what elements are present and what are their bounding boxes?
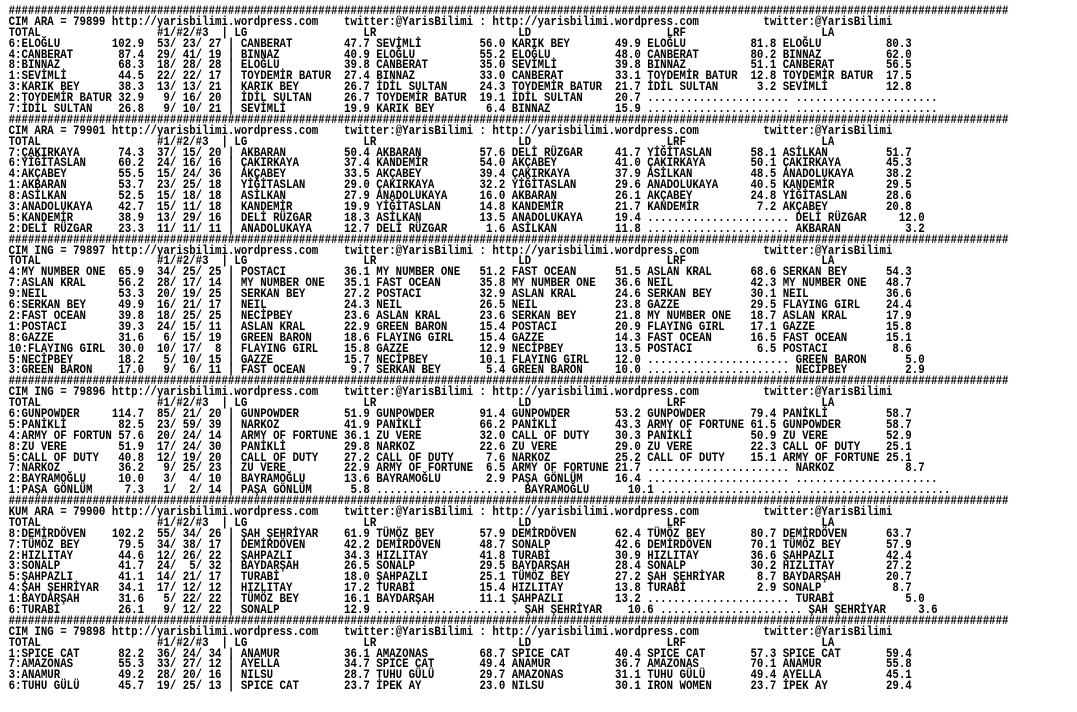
column-header: TOTAL #1/#2/#3 | LG LR LD LRF LA — [8, 635, 835, 650]
result-row: 1:AKBARAN 53.7 23/ 25/ 18 | YİĞİTASLAN 29.0 ÇAKIRKAYA 32.2 YİĞİTASLAN 29.6 ANADOLUKAYA 40.5 KANDEMİR 29.5 — [8, 178, 912, 193]
result-row: 2:BAYRAMOĞLU 10.0 3/ 4/ 10 | BAYRAMOĞLU 13.6 BAYRAMOĞLU 2.9 PAŞA GÖNLÜM 16.4 ...................... ...................... — [8, 472, 938, 487]
result-row: 3:GREEN BARON 17.0 9/ 6/ 11 | FAST OCEAN 9.7 SERKAN BEY 5.4 GREEN BARON 10.0 ...................... NECİPBEY 2.9 — [8, 363, 925, 378]
separator-line: ########################################################################################################################################################### — [8, 4, 1009, 18]
result-row: 8:DEMİRDÖVEN 102.2 55/ 34/ 26 | ŞAH ŞEHRİYAR 61.9 TÜMÖZ BEY 57.9 DEMİRDÖVEN 62.4 TÜMÖZ BEY 80.7 DEMİRDÖVEN 63.7 — [8, 526, 912, 541]
column-header: TOTAL #1/#2/#3 | LG LR LD LRF LA — [8, 515, 835, 530]
race-section — [8, 613, 1009, 694]
race-header: CIM ARA = 79899 http://yarisbilimi.wordpress.com twitter:@YarisBilimi : http://yarisbilimi.wordpress.com twitter:@YarisBilimi — [8, 14, 893, 29]
result-row: 6:GUNPOWDER 114.7 85/ 21/ 20 | GUNPOWDER 51.9 GUNPOWDER 91.4 GUNPOWDER 53.2 GUNPOWDER 79.4 PANİKLİ 58.7 — [8, 406, 912, 421]
race-section — [8, 494, 1009, 617]
separator-line: ########################################################################################################################################################### — [8, 112, 1009, 127]
result-row: 8:ASİLKAN 52.5 15/ 18/ 18 | ASİLKAN 27.9 ANADOLUKAYA 16.0 AKBARAN 26.1 AKÇABEY 24.8 YİĞİTASLAN 28.6 — [8, 189, 912, 204]
result-row: 8:BINNAZ 68.3 18/ 28/ 28 | ELOĞLU 39.8 CANBERAT 35.0 SEVİMLİ 39.8 BINNAZ 51.1 CANBERAT 56.5 — [8, 58, 912, 73]
race-header: CIM ING = 79897 http://yarisbilimi.wordpress.com twitter:@YarisBilimi : http://yarisbilimi.wordpress.com twitter:@YarisBilimi — [8, 243, 893, 258]
result-row: 5:ŞAHPAZLI 41.1 14/ 21/ 17 | TURABİ 18.0 ŞAHPAZLI 25.1 TÜMÖZ BEY 27.2 ŞAH ŞEHRİYAR 8.7 BAYDARŞAH 20.7 — [8, 570, 912, 585]
result-row: 2:DELİ RÜZGAR 23.3 11/ 11/ 11 | ANADOLUKAYA 12.7 DELİ RÜZGAR 1.6 ASİLKAN 11.8 ...................... AKBARAN 3.2 — [8, 221, 925, 236]
race-section — [8, 112, 1009, 236]
result-row: 7:TÜMÖZ BEY 79.5 34/ 38/ 17 | DEMİRDÖVEN 42.2 DEMİRDÖVEN 48.7 SONALP 42.6 DEMİRDÖVEN 70.1 TÜMÖZ BEY 57.9 — [8, 537, 912, 552]
result-row: 4:ŞAH ŞEHRİYAR 34.1 17/ 12/ 12 | HIZLITAY 17.2 TURABİ 15.4 HIZLITAY 13.8 TURABİ 2.9 SONALP 8.7 — [8, 581, 912, 596]
result-row: 1:PAŞA GÖNLÜM 7.3 1/ 2/ 14 | PAŞA GÖNLÜM 5.8 ...................... BAYRAMOĞLU 10.1 ...................... ...................... — [8, 483, 951, 498]
separator-line: ########################################################################################################################################################### — [8, 613, 1009, 628]
result-row: 4:AKÇABEY 55.5 15/ 24/ 36 | AKÇABEY 33.5 AKÇABEY 39.4 ÇAKIRKAYA 37.9 ASİLKAN 48.5 ANADOLUKAYA 38.2 — [8, 167, 912, 182]
race-section — [8, 232, 1009, 378]
race-header: KUM ARA = 79900 http://yarisbilimi.wordpress.com twitter:@YarisBilimi : http://yarisbilimi.wordpress.com twitter:@YarisBilimi — [8, 504, 893, 519]
result-row: 8:GAZZE 31.6 6/ 15/ 19 | GREEN BARON 18.6 FLAYING GIRL 15.4 GAZZE 14.3 FAST OCEAN 16.5 FAST OCEAN 15.1 — [8, 330, 912, 345]
result-row: 10:FLAYING GIRL 30.0 10/ 17/ 8 | FLAYING GIRL 15.8 GAZZE 12.9 NECİPBEY 13.5 POSTACI 6.5 POSTACI 8.6 — [8, 341, 912, 356]
column-header: TOTAL #1/#2/#3 | LG LR LD LRF LA — [8, 25, 835, 40]
result-row: 3:SONALP 41.7 24/ 5/ 32 | BAYDARŞAH 26.5 SONALP 29.5 BAYDARŞAH 28.4 SONALP 30.2 HIZLITAY 27.2 — [8, 559, 912, 574]
result-row: 1:POSTACI 39.3 24/ 15/ 11 | ASLAN KRAL 22.9 GREEN BARON 15.4 POSTACI 20.9 FLAYING GIRL 17.1 GAZZE 15.8 — [8, 319, 912, 334]
race-section — [8, 4, 1009, 117]
column-header: TOTAL #1/#2/#3 | LG LR LD LRF LA — [8, 396, 835, 411]
result-row: 9:NEIL 53.3 20/ 19/ 25 | SERKAN BEY 27.2 POSTACI 32.9 ASLAN KRAL 24.6 SERKAN BEY 30.1 NEIL 36.6 — [8, 287, 912, 302]
result-row: 4:ARMY OF FORTUN 57.6 20/ 24/ 14 | ARMY OF FORTUNE 36.1 ZU VERE 32.0 CALL OF DUTY 30.3 PANİKLİ 50.9 ZU VERE 52.9 — [8, 428, 912, 443]
result-row: 7:İDİL SULTAN 26.8 9/ 10/ 21 | SEVİMLİ 19.9 KARIK BEY 6.4 BINNAZ 15.9 ...................... ...................... — [8, 102, 938, 117]
result-row: 1:BAYDARŞAH 31.6 5/ 22/ 22 | TÜMÖZ BEY 16.1 BAYDARŞAH 11.1 ŞAHPAZLI 13.2 ...................... TURABİ 5.0 — [8, 592, 925, 607]
result-row: 6:ELOĞLU 102.9 53/ 23/ 27 | CANBERAT 47.7 SEVİMLİ 56.0 KARIK BEY 49.9 ELOĞLU 81.8 ELOĞLU 80.3 — [8, 36, 912, 51]
race-header: CIM ING = 79896 http://yarisbilimi.wordpress.com twitter:@YarisBilimi : http://yarisbilimi.wordpress.com twitter:@YarisBilimi — [8, 385, 893, 400]
result-row: 1:SEVİMLİ 44.5 22/ 22/ 17 | TOYDEMİR BATUR 27.4 BINNAZ 33.0 CANBERAT 33.1 TOYDEMİR BATUR 12.8 TOYDEMİR BATUR 17.5 — [8, 69, 912, 84]
result-row: 3:ANADOLUKAYA 42.7 15/ 11/ 18 | KANDEMİR 19.9 YİĞİTASLAN 14.8 KANDEMİR 21.7 KANDEMİR 7.2 AKÇABEY 20.8 — [8, 200, 912, 215]
result-row: 7:ÇAKIRKAYA 74.3 37/ 15/ 20 | AKBARAN 50.4 AKBARAN 57.6 DELİ RÜZGAR 41.7 YİĞİTASLAN 58.1 ASİLKAN 51.7 — [8, 145, 912, 160]
result-row: 4:MY NUMBER ONE 65.9 34/ 25/ 25 | POSTACI 36.1 MY NUMBER ONE 51.2 FAST OCEAN 51.5 ASLAN KRAL 68.6 SERKAN BEY 54.3 — [8, 265, 912, 280]
result-row: 6:TUHU GÜLÜ 45.7 19/ 25/ 13 | SPICE CAT 23.7 İPEK AY 23.0 NILSU 30.1 IRON WOMEN 23.7 İPEK AY 29.4 — [8, 679, 912, 694]
column-header: TOTAL #1/#2/#3 | LG LR LD LRF LA — [8, 134, 835, 149]
column-header: TOTAL #1/#2/#3 | LG LR LD LRF LA — [8, 254, 835, 269]
separator-line: ########################################################################################################################################################### — [8, 374, 1009, 389]
result-row: 2:HIZLITAY 44.6 12/ 26/ 22 | ŞAHPAZLI 34.3 HIZLITAY 41.8 TURABİ 30.9 HIZLITAY 36.6 ŞAHPAZLI 42.4 — [8, 548, 912, 563]
result-row: 5:CALL OF DUTY 40.8 12/ 19/ 20 | CALL OF DUTY 27.2 CALL OF DUTY 7.6 NARKOZ 25.2 CALL OF DUTY 15.1 ARMY OF FORTUNE 25.1 — [8, 450, 912, 465]
result-row: 8:ZU VERE 51.9 17/ 24/ 30 | PANİKLİ 29.8 NARKOZ 22.6 ZU VERE 29.0 ZU VERE 22.3 CALL OF DUTY 25.1 — [8, 439, 912, 454]
result-row: 3:KARIK BEY 38.3 13/ 13/ 21 | KARIK BEY 26.7 İDİL SULTAN 24.3 TOYDEMİR BATUR 21.7 İDİL SULTAN 3.2 SEVİMLİ 12.8 — [8, 80, 912, 95]
race-section — [8, 374, 1009, 498]
result-row: 7:NARKOZ 36.2 9/ 25/ 23 | ZU VERE 22.9 ARMY OF FORTUNE 6.5 ARMY OF FORTUNE 21.7 ...................... NARKOZ 8.7 — [8, 461, 925, 476]
result-row: 5:KANDEMİR 38.9 13/ 29/ 16 | DELİ RÜZGAR 18.3 ASİLKAN 13.5 ANADOLUKAYA 19.4 ...................... DELİ RÜZGAR 12.0 — [8, 210, 925, 225]
race-header: CIM ARA = 79901 http://yarisbilimi.wordpress.com twitter:@YarisBilimi : http://yarisbilimi.wordpress.com twitter:@YarisBilimi — [8, 123, 893, 138]
result-row: 2:TOYDEMİR BATUR 32.9 9/ 16/ 20 | İDİL SULTAN 26.7 TOYDEMİR BATUR 19.1 İDİL SULTAN 20.7 ...................... ...................... — [8, 91, 938, 106]
result-row: 7:AMAZONAS 55.3 33/ 27/ 12 | AYELLA 34.7 SPICE CAT 49.4 ANAMUR 36.7 AMAZONAS 70.1 ANAMUR 55.8 — [8, 657, 912, 672]
result-row: 2:FAST OCEAN 39.8 18/ 25/ 25 | NECİPBEY 23.6 ASLAN KRAL 23.6 SERKAN BEY 21.8 MY NUMBER ONE 18.7 ASLAN KRAL 17.9 — [8, 308, 912, 323]
result-row: 6:SERKAN BEY 49.9 16/ 21/ 17 | NEIL 24.3 NEIL 26.5 NEIL 23.8 GAZZE 29.5 FLAYING GIRL 24.4 — [8, 298, 912, 313]
result-row: 4:CANBERAT 87.4 29/ 41/ 19 | BINNAZ 40.9 ELOĞLU 55.2 ELOĞLU 48.0 CANBERAT 80.2 BINNAZ 62.0 — [8, 47, 912, 62]
result-row: 6:YİĞİTASLAN 60.2 24/ 16/ 16 | ÇAKIRKAYA 37.4 KANDEMİR 54.0 AKÇABEY 41.0 ÇAKIRKAYA 50.1 ÇAKIRKAYA 45.3 — [8, 156, 912, 171]
result-row: 1:SPICE CAT 82.2 36/ 24/ 34 | ANAMUR 36.1 AMAZONAS 68.7 SPICE CAT 40.4 SPICE CAT 57.3 SPICE CAT 59.4 — [8, 646, 912, 661]
result-row: 5:PANİKLİ 82.5 23/ 59/ 39 | NARKOZ 41.9 PANİKLİ 66.2 PANİKLİ 43.3 ARMY OF FORTUNE 61.5 GUNPOWDER 58.7 — [8, 417, 912, 432]
result-row: 3:ANAMUR 49.2 28/ 20/ 16 | NILSU 28.7 TUHU GÜLÜ 29.7 AMAZONAS 31.1 TUHU GÜLÜ 49.4 AYELLA 45.1 — [8, 668, 912, 683]
separator-line: ########################################################################################################################################################### — [8, 232, 1009, 247]
result-row: 5:NECİPBEY 18.2 5/ 10/ 15 | GAZZE 15.7 NECİPBEY 10.1 FLAYING GIRL 12.0 ...................... GREEN BARON 5.0 — [8, 352, 925, 367]
result-row: 7:ASLAN KRAL 56.2 28/ 17/ 14 | MY NUMBER ONE 35.1 FAST OCEAN 35.8 MY NUMBER ONE 36.6 NEIL 42.3 MY NUMBER ONE 48.7 — [8, 276, 912, 291]
result-row: 6:TURABİ 26.1 9/ 12/ 22 | SONALP 12.9 ...................... ŞAH ŞEHRİYAR 10.6 ...................... ŞAH ŞEHRİYAR 3.6 — [8, 602, 938, 617]
race-header: CIM ING = 79898 http://yarisbilimi.wordpress.com twitter:@YarisBilimi : http://yarisbilimi.wordpress.com twitter:@YarisBilimi — [8, 624, 893, 639]
separator-line: ########################################################################################################################################################### — [8, 494, 1009, 509]
